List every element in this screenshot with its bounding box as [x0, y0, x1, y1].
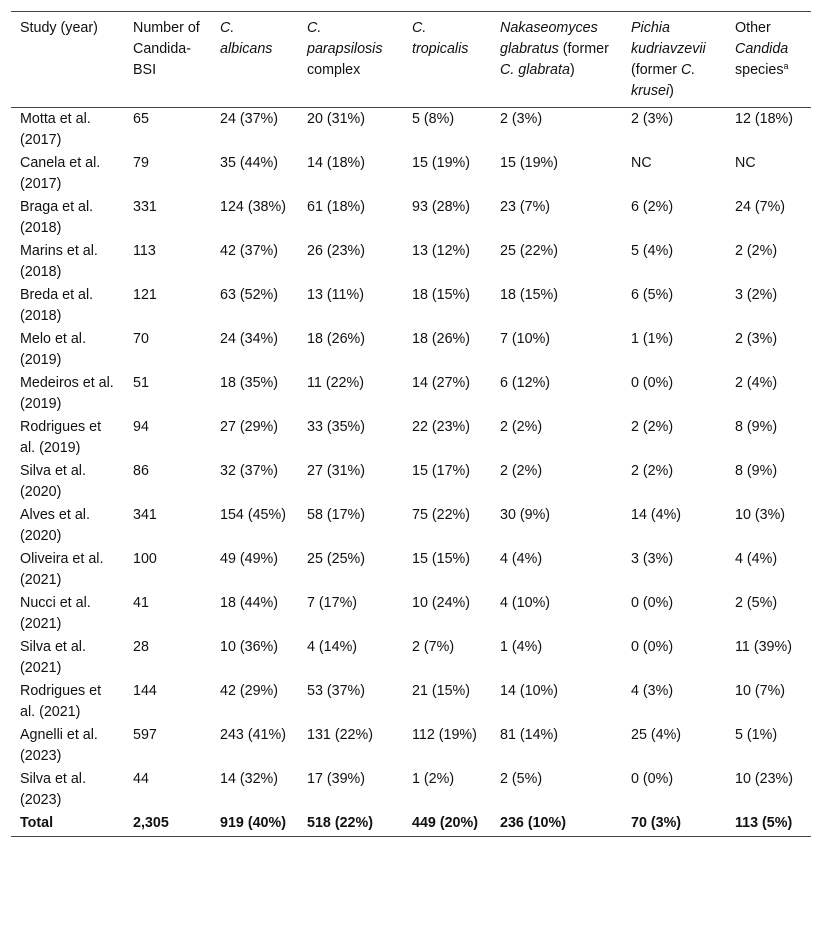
cell-glabratus: 14 (10%) [500, 683, 559, 699]
cell-albicans: 154 (45%) [220, 507, 286, 523]
table-row [11, 592, 811, 636]
cell-other: 8 (9%) [735, 419, 778, 435]
table-row [11, 372, 811, 416]
cell-tropicalis: 2 (7%) [412, 639, 455, 655]
header-nakaseomyces: Nakaseomyces glabratus (former C. glabrata) [491, 12, 622, 108]
cell-kudriavzevii: 70 (3%) [622, 812, 726, 837]
cell-other: NC [735, 155, 756, 171]
cell-parapsilosis: 4 (14%) [307, 639, 358, 655]
table-row [11, 416, 811, 460]
cell-other: 113 (5%) [726, 812, 811, 837]
cell-number: 79 [133, 155, 149, 171]
cell-number: 41 [133, 595, 149, 611]
cell-other: 10 (3%) [735, 507, 786, 523]
cell-albicans: 243 (41%) [220, 727, 286, 743]
cell-tropicalis: 18 (26%) [412, 331, 471, 347]
cell-tropicalis: 18 (15%) [412, 287, 471, 303]
cell-tropicalis: 449 (20%) [403, 812, 491, 837]
cell-study: Agnelli et al. (2023) [20, 727, 98, 764]
cell-albicans: 32 (37%) [220, 463, 279, 479]
cell-study: Rodrigues et al. (2019) [20, 419, 102, 456]
cell-parapsilosis: 7 (17%) [307, 595, 358, 611]
cell-albicans: 919 (40%) [211, 812, 298, 837]
cell-parapsilosis: 26 (23%) [307, 243, 366, 259]
cell-parapsilosis: 131 (22%) [307, 727, 373, 743]
cell-albicans: 18 (44%) [220, 595, 279, 611]
cell-glabratus: 7 (10%) [500, 331, 551, 347]
table-row [11, 636, 811, 680]
cell-study: Silva et al. (2020) [20, 463, 86, 500]
cell-number: 51 [133, 375, 149, 391]
cell-study: Silva et al. (2023) [20, 771, 86, 808]
cell-other: 2 (2%) [735, 243, 778, 259]
cell-study: Total [11, 812, 124, 837]
cell-other: 11 (39%) [735, 639, 792, 655]
cell-kudriavzevii: 6 (5%) [631, 287, 674, 303]
cell-tropicalis: 14 (27%) [412, 375, 471, 391]
cell-study: Oliveira et al. (2021) [20, 551, 104, 588]
cell-kudriavzevii: 0 (0%) [631, 771, 674, 787]
cell-glabratus: 2 (3%) [500, 111, 543, 127]
table-row [11, 768, 811, 812]
cell-albicans: 14 (32%) [220, 771, 279, 787]
cell-albicans: 27 (29%) [220, 419, 279, 435]
cell-kudriavzevii: 0 (0%) [631, 639, 674, 655]
cell-number: 2,305 [124, 812, 211, 837]
table-row [11, 284, 811, 328]
cell-kudriavzevii: 2 (3%) [631, 111, 674, 127]
cell-tropicalis: 5 (8%) [412, 111, 455, 127]
cell-study: Motta et al. (2017) [20, 111, 91, 148]
cell-glabratus: 236 (10%) [491, 812, 622, 837]
cell-parapsilosis: 58 (17%) [307, 507, 366, 523]
table-row [11, 548, 811, 592]
cell-tropicalis: 15 (19%) [412, 155, 471, 171]
cell-study: Medeiros et al. (2019) [20, 375, 114, 412]
cell-albicans: 10 (36%) [220, 639, 279, 655]
cell-number: 44 [133, 771, 149, 787]
cell-study: Silva et al. (2021) [20, 639, 86, 676]
cell-study: Rodrigues et al. (2021) [20, 683, 102, 720]
header-row [11, 12, 811, 108]
cell-parapsilosis: 27 (31%) [307, 463, 366, 479]
candida-bsi-table [11, 11, 811, 837]
cell-number: 341 [133, 507, 157, 523]
cell-other: 2 (3%) [735, 331, 778, 347]
header-parapsilosis: C. parapsilosis complex [298, 12, 403, 108]
cell-parapsilosis: 17 (39%) [307, 771, 366, 787]
cell-glabratus: 30 (9%) [500, 507, 551, 523]
cell-other: 8 (9%) [735, 463, 778, 479]
cell-other: 5 (1%) [735, 727, 778, 743]
cell-parapsilosis: 33 (35%) [307, 419, 366, 435]
cell-parapsilosis: 518 (22%) [298, 812, 403, 837]
cell-number: 100 [133, 551, 157, 567]
cell-albicans: 42 (37%) [220, 243, 279, 259]
header-albicans: C. albicans [211, 12, 298, 108]
table-row [11, 196, 811, 240]
cell-number: 65 [133, 111, 149, 127]
cell-kudriavzevii: 6 (2%) [631, 199, 674, 215]
cell-number: 94 [133, 419, 149, 435]
table-row [11, 108, 811, 153]
cell-study: Braga et al. (2018) [20, 199, 94, 236]
header-study: Study (year) [11, 12, 124, 108]
cell-albicans: 24 (34%) [220, 331, 279, 347]
cell-study: Marins et al. (2018) [20, 243, 98, 280]
table-row [11, 504, 811, 548]
cell-kudriavzevii: 3 (3%) [631, 551, 674, 567]
cell-kudriavzevii: 4 (3%) [631, 683, 674, 699]
cell-tropicalis: 1 (2%) [412, 771, 455, 787]
cell-glabratus: 2 (2%) [500, 419, 543, 435]
cell-glabratus: 15 (19%) [500, 155, 559, 171]
cell-parapsilosis: 18 (26%) [307, 331, 366, 347]
cell-tropicalis: 13 (12%) [412, 243, 471, 259]
table-header [11, 12, 811, 108]
cell-other: 10 (23%) [735, 771, 794, 787]
cell-albicans: 18 (35%) [220, 375, 279, 391]
header-tropicalis: C. tropicalis [403, 12, 491, 108]
table-row [11, 152, 811, 196]
cell-parapsilosis: 61 (18%) [307, 199, 366, 215]
cell-kudriavzevii: 5 (4%) [631, 243, 674, 259]
header-pichia: Pichia kudriavzevii (former C. krusei) [622, 12, 726, 108]
cell-parapsilosis: 14 (18%) [307, 155, 366, 171]
cell-tropicalis: 15 (17%) [412, 463, 471, 479]
cell-number: 144 [133, 683, 157, 699]
cell-albicans: 49 (49%) [220, 551, 279, 567]
cell-glabratus: 6 (12%) [500, 375, 551, 391]
cell-study: Nucci et al. (2021) [20, 595, 91, 632]
cell-kudriavzevii: 2 (2%) [631, 419, 674, 435]
cell-other: 2 (5%) [735, 595, 778, 611]
cell-study: Melo et al. (2019) [20, 331, 86, 368]
table-row [11, 240, 811, 284]
cell-study: Breda et al. (2018) [20, 287, 94, 324]
cell-glabratus: 25 (22%) [500, 243, 559, 259]
header-other: Other Candida species$^a$ [726, 12, 811, 108]
cell-glabratus: 1 (4%) [500, 639, 543, 655]
cell-tropicalis: 15 (15%) [412, 551, 471, 567]
cell-kudriavzevii: 1 (1%) [631, 331, 674, 347]
cell-albicans: 63 (52%) [220, 287, 279, 303]
cell-glabratus: 2 (5%) [500, 771, 543, 787]
cell-kudriavzevii: 25 (4%) [631, 727, 682, 743]
cell-kudriavzevii: NC [631, 155, 652, 171]
cell-parapsilosis: 53 (37%) [307, 683, 366, 699]
cell-kudriavzevii: 2 (2%) [631, 463, 674, 479]
table-body [11, 108, 811, 837]
cell-other: 2 (4%) [735, 375, 778, 391]
table-row [11, 724, 811, 768]
cell-glabratus: 81 (14%) [500, 727, 559, 743]
cell-tropicalis: 112 (19%) [412, 727, 477, 743]
cell-kudriavzevii: 14 (4%) [631, 507, 682, 523]
cell-glabratus: 4 (10%) [500, 595, 551, 611]
header-number: Number of Candida-BSI [124, 12, 211, 108]
cell-parapsilosis: 13 (11%) [307, 287, 364, 303]
cell-number: 597 [133, 727, 157, 743]
cell-albicans: 124 (38%) [220, 199, 286, 215]
cell-parapsilosis: 25 (25%) [307, 551, 366, 567]
cell-tropicalis: 10 (24%) [412, 595, 471, 611]
table-row [11, 328, 811, 372]
cell-tropicalis: 75 (22%) [412, 507, 471, 523]
cell-number: 121 [133, 287, 157, 303]
cell-albicans: 35 (44%) [220, 155, 279, 171]
cell-number: 113 [133, 243, 156, 259]
cell-albicans: 24 (37%) [220, 111, 279, 127]
cell-kudriavzevii: 0 (0%) [631, 375, 674, 391]
cell-other: 24 (7%) [735, 199, 786, 215]
cell-other: 12 (18%) [735, 111, 794, 127]
cell-other: 3 (2%) [735, 287, 778, 303]
cell-study: Canela et al. (2017) [20, 155, 101, 192]
cell-number: 331 [133, 199, 157, 215]
cell-tropicalis: 22 (23%) [412, 419, 471, 435]
cell-number: 86 [133, 463, 149, 479]
cell-number: 70 [133, 331, 149, 347]
cell-glabratus: 23 (7%) [500, 199, 551, 215]
cell-parapsilosis: 20 (31%) [307, 111, 366, 127]
table-row [11, 460, 811, 504]
total-row [11, 812, 811, 837]
cell-parapsilosis: 11 (22%) [307, 375, 364, 391]
cell-kudriavzevii: 0 (0%) [631, 595, 674, 611]
table-row [11, 680, 811, 724]
cell-other: 4 (4%) [735, 551, 778, 567]
cell-glabratus: 4 (4%) [500, 551, 543, 567]
cell-study: Alves et al. (2020) [20, 507, 90, 544]
cell-number: 28 [133, 639, 149, 655]
cell-glabratus: 18 (15%) [500, 287, 559, 303]
cell-glabratus: 2 (2%) [500, 463, 543, 479]
cell-tropicalis: 93 (28%) [412, 199, 471, 215]
cell-albicans: 42 (29%) [220, 683, 279, 699]
cell-other: 10 (7%) [735, 683, 786, 699]
cell-tropicalis: 21 (15%) [412, 683, 471, 699]
